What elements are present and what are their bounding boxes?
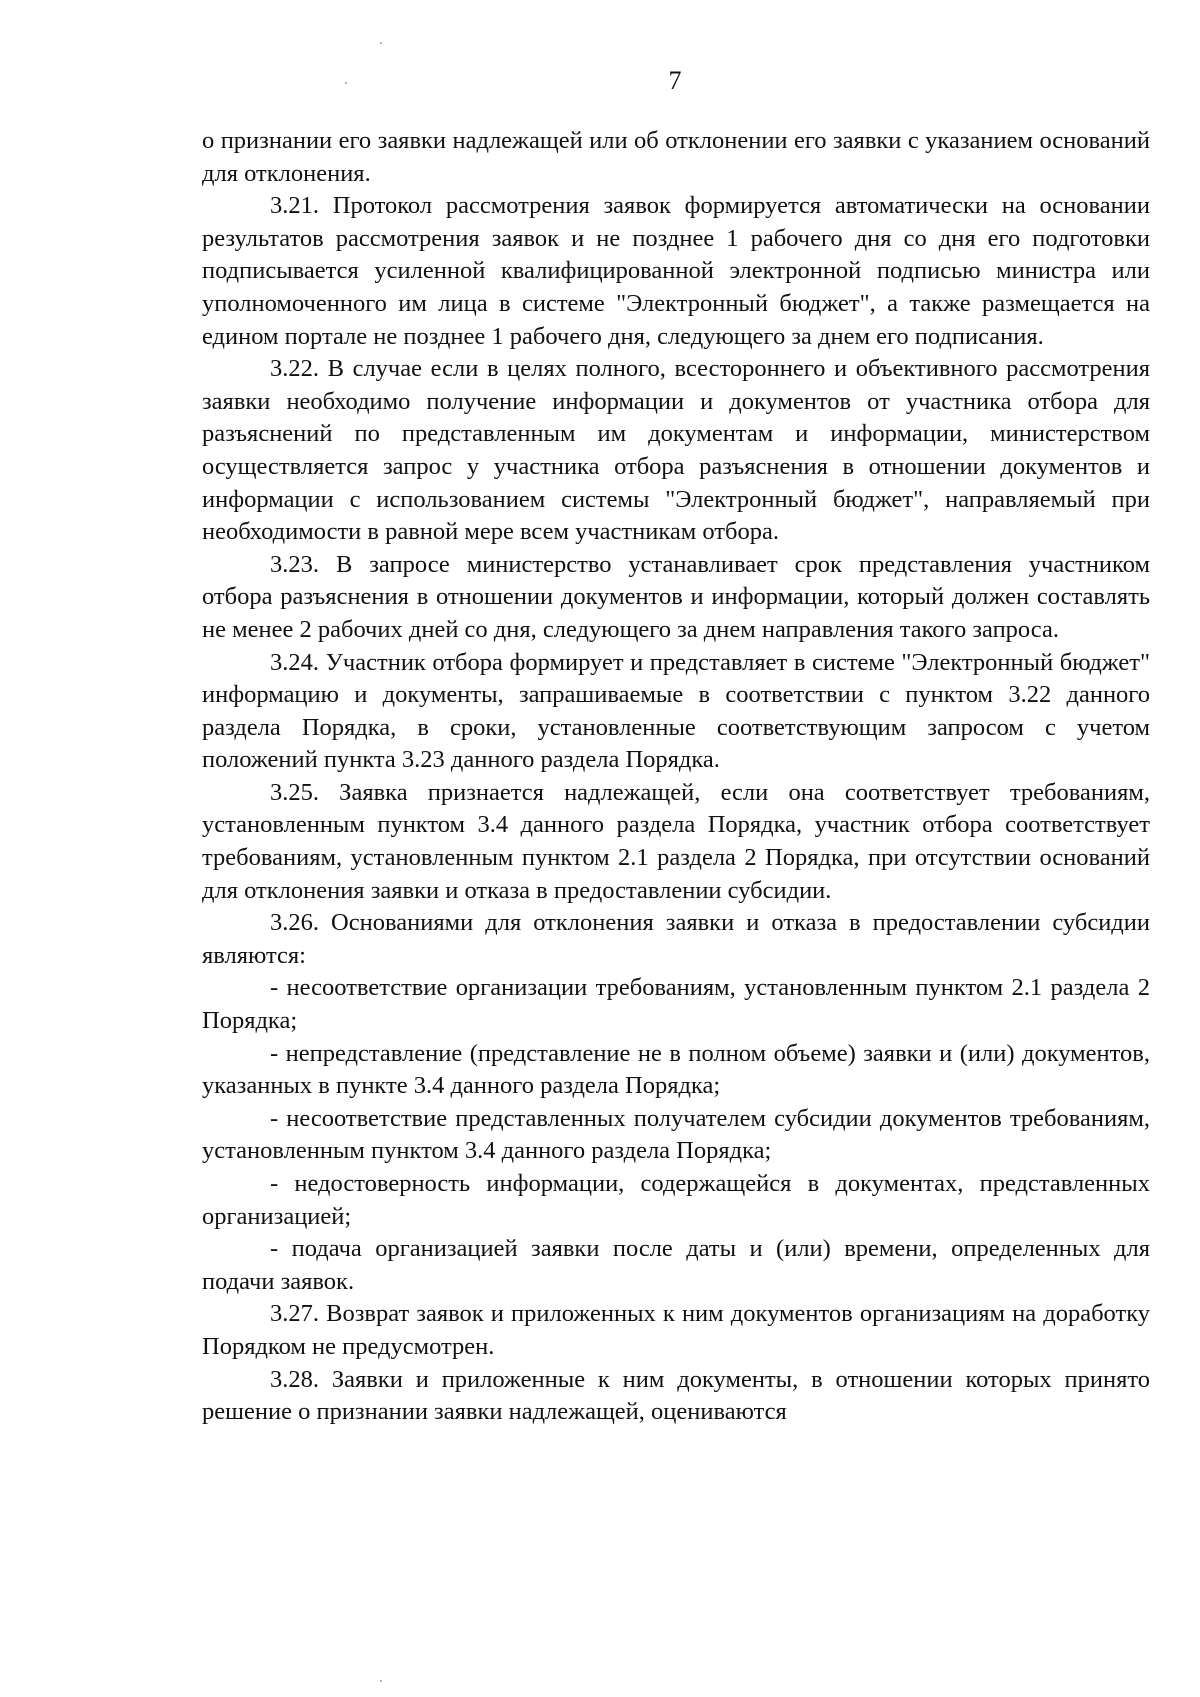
page-number: 7 bbox=[668, 66, 682, 95]
list-item: - непредставление (представление не в полном объеме) заявки и (или) документов, указанных в пункте 3.4 данного раздела Порядка; bbox=[202, 1039, 1150, 1100]
paragraph: 3.25. Заявка признается надлежащей, если она соответствует требованиям, установленным пунктом 3.4 данного раздела Порядка, участник отбора соответствует требованиям, установленным пунктом 2.1 раздела 2 Порядка, при отсутствии оснований для отклонения заявки и отказа в предоставлении субсидии. bbox=[202, 778, 1150, 904]
list-item: - несоответствие организации требованиям, установленным пунктом 2.1 раздела 2 Порядка; bbox=[202, 974, 1150, 1035]
page-body bbox=[202, 125, 1150, 1429]
paragraph: 3.26. Основаниями для отклонения заявки и отказа в предоставлении субсидии являются: bbox=[202, 909, 1150, 969]
list-item: - недостоверность информации, содержащейся в документах, представленных организацией; bbox=[202, 1170, 1150, 1230]
paragraph: 3.21. Протокол рассмотрения заявок формируется автоматически на основании результатов рассмотрения заявок и не позднее 1 рабочего дня со дня его подготовки подписывается усиленной квалифицированной электронной подписью министра или уполномоченного им лица в системе "Электронный бюджет", а также размещается на едином портале не позднее 1 рабочего дня, следующего за днем его подписания. bbox=[202, 192, 1150, 350]
list-item: - несоответствие представленных получателем субсидии документов требованиям, установленным пунктом 3.4 данного раздела Порядка; bbox=[202, 1104, 1150, 1165]
paragraph: 3.28. Заявки и приложенные к ним документы, в отношении которых принято решение о признании заявки надлежащей, оцениваются bbox=[202, 1365, 1150, 1426]
paragraph: 3.23. В запросе министерство устанавливает срок представления участником отбора разъяснения в отношении документов и информации, который должен составлять не менее 2 рабочих дней со дня, следующего за днем направления такого запроса. bbox=[202, 550, 1150, 643]
list-item: - подача организацией заявки после даты и (или) времени, определенных для подачи заявок. bbox=[202, 1235, 1150, 1295]
paragraph: 3.22. В случае если в целях полного, всестороннего и объективного рассмотрения заявки необходимо получение информации и документов от участника отбора для разъяснений по представленным им документам и информации, министерством осуществляется запрос у участника отбора разъяснения в отношении документов и информации с использованием системы "Электронный бюджет", направляемый при необходимости в равной мере всем участникам отбора. bbox=[202, 355, 1150, 546]
paragraph: 3.24. Участник отбора формирует и представляет в системе "Электронный бюджет" информацию и документы, запрашиваемые в соответствии с пунктом 3.22 данного раздела Порядка, в сроки, установленные соответствующим запросом с учетом положений пункта 3.23 данного раздела Порядка. bbox=[202, 648, 1150, 774]
scan-speck bbox=[380, 1680, 382, 1682]
paragraph: о признании его заявки надлежащей или об отклонении его заявки с указанием оснований для отклонения. bbox=[202, 127, 1150, 187]
paragraph: 3.27. Возврат заявок и приложенных к ним документов организациям на доработку Порядком не предусмотрен. bbox=[202, 1300, 1150, 1360]
scan-speck bbox=[380, 42, 382, 44]
